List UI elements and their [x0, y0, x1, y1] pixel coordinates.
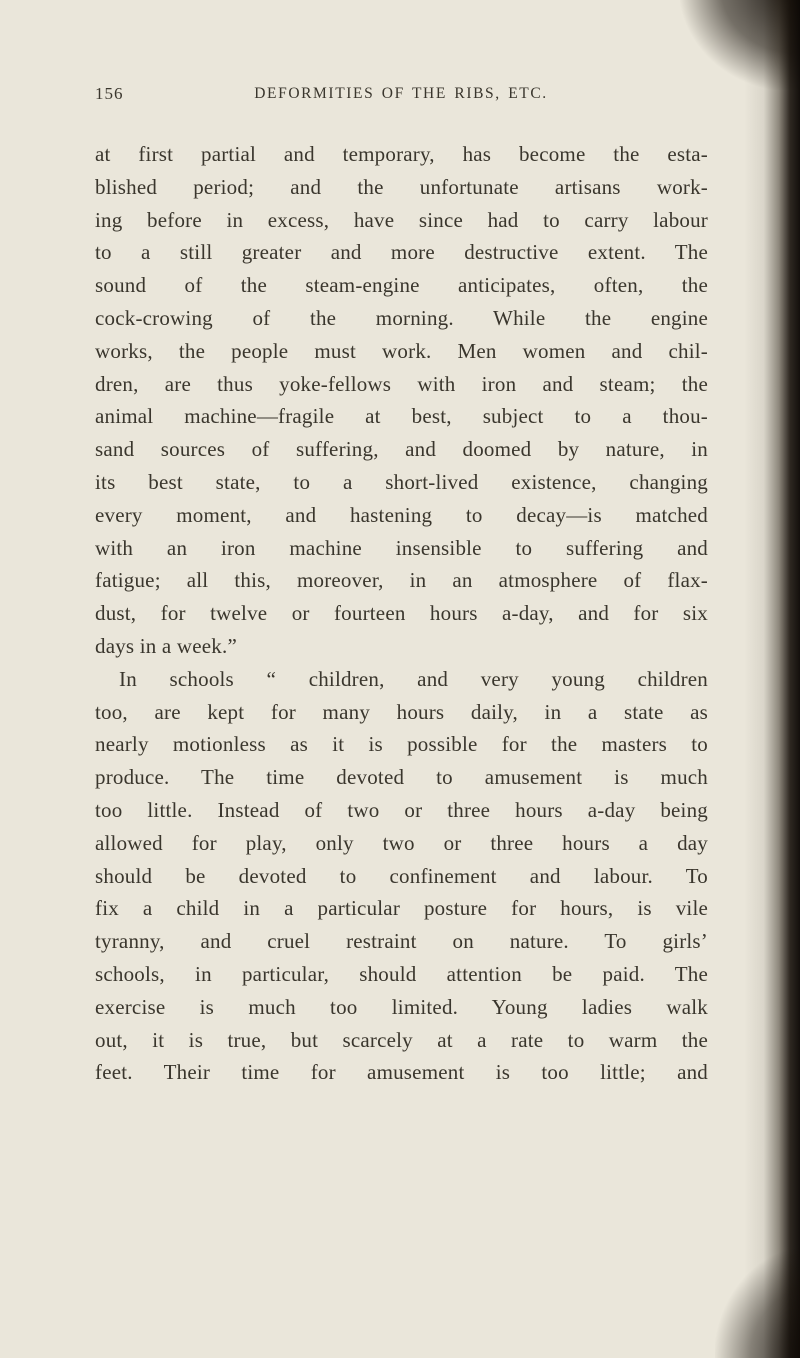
- text-line: dust, for twelve or fourteen hours a-day, and for six: [95, 601, 708, 626]
- text-line: too, are kept for many hours daily, in a state as: [95, 699, 708, 724]
- text-line: tyranny, and cruel restraint on nature. To girls’: [95, 929, 708, 954]
- scan-shadow-bottom-right: [715, 1248, 800, 1358]
- scan-shadow-right-edge: [744, 0, 800, 1358]
- page-number: 156: [95, 84, 124, 103]
- running-title: DEFORMITIES OF THE RIBS, ETC.: [254, 85, 548, 102]
- page-header: [95, 84, 707, 110]
- text-line: fatigue; all this, moreover, in an atmosphere of flax-: [95, 568, 708, 593]
- text-line: fix a child in a particular posture for hours, is vile: [95, 896, 708, 921]
- text-line: too little. Instead of two or three hours a-day being: [95, 797, 708, 822]
- text-line: days in a week.”: [95, 633, 237, 658]
- text-line: its best state, to a short-lived existence, changing: [95, 469, 708, 494]
- text-line: feet. Their time for amusement is too little; and: [95, 1060, 708, 1085]
- text-body: [95, 138, 708, 1089]
- text-line: animal machine—fragile at best, subject to a thou-: [95, 404, 708, 429]
- text-line: to a still greater and more destructive extent. The: [95, 240, 708, 265]
- text-line: dren, are thus yoke-fellows with iron and steam; the: [95, 371, 708, 396]
- scan-shadow-top-right: [680, 0, 800, 90]
- text-line: allowed for play, only two or three hours a day: [95, 830, 708, 855]
- text-line: should be devoted to confinement and labour. To: [95, 863, 708, 888]
- text-line: out, it is true, but scarcely at a rate to warm the: [95, 1027, 708, 1052]
- text-line: sound of the steam-engine anticipates, often, the: [95, 273, 708, 298]
- text-line: produce. The time devoted to amusement is much: [95, 765, 708, 790]
- text-line: nearly motionless as it is possible for the masters to: [95, 732, 708, 757]
- text-line: with an iron machine insensible to suffering and: [95, 535, 708, 560]
- text-line: In schools “ children, and very young children: [119, 666, 708, 691]
- text-line: blished period; and the unfortunate artisans work-: [95, 174, 708, 199]
- text-line: cock-crowing of the morning. While the engine: [95, 305, 708, 330]
- text-line: ing before in excess, have since had to carry labour: [95, 207, 708, 232]
- text-line: exercise is much too limited. Young ladies walk: [95, 994, 708, 1019]
- text-line: at first partial and temporary, has become the esta-: [95, 142, 708, 166]
- text-line: every moment, and hastening to decay—is matched: [95, 502, 708, 527]
- text-line: sand sources of suffering, and doomed by nature, in: [95, 437, 708, 462]
- text-line: works, the people must work. Men women and chil-: [95, 338, 708, 363]
- text-line: schools, in particular, should attention be paid. The: [95, 961, 708, 986]
